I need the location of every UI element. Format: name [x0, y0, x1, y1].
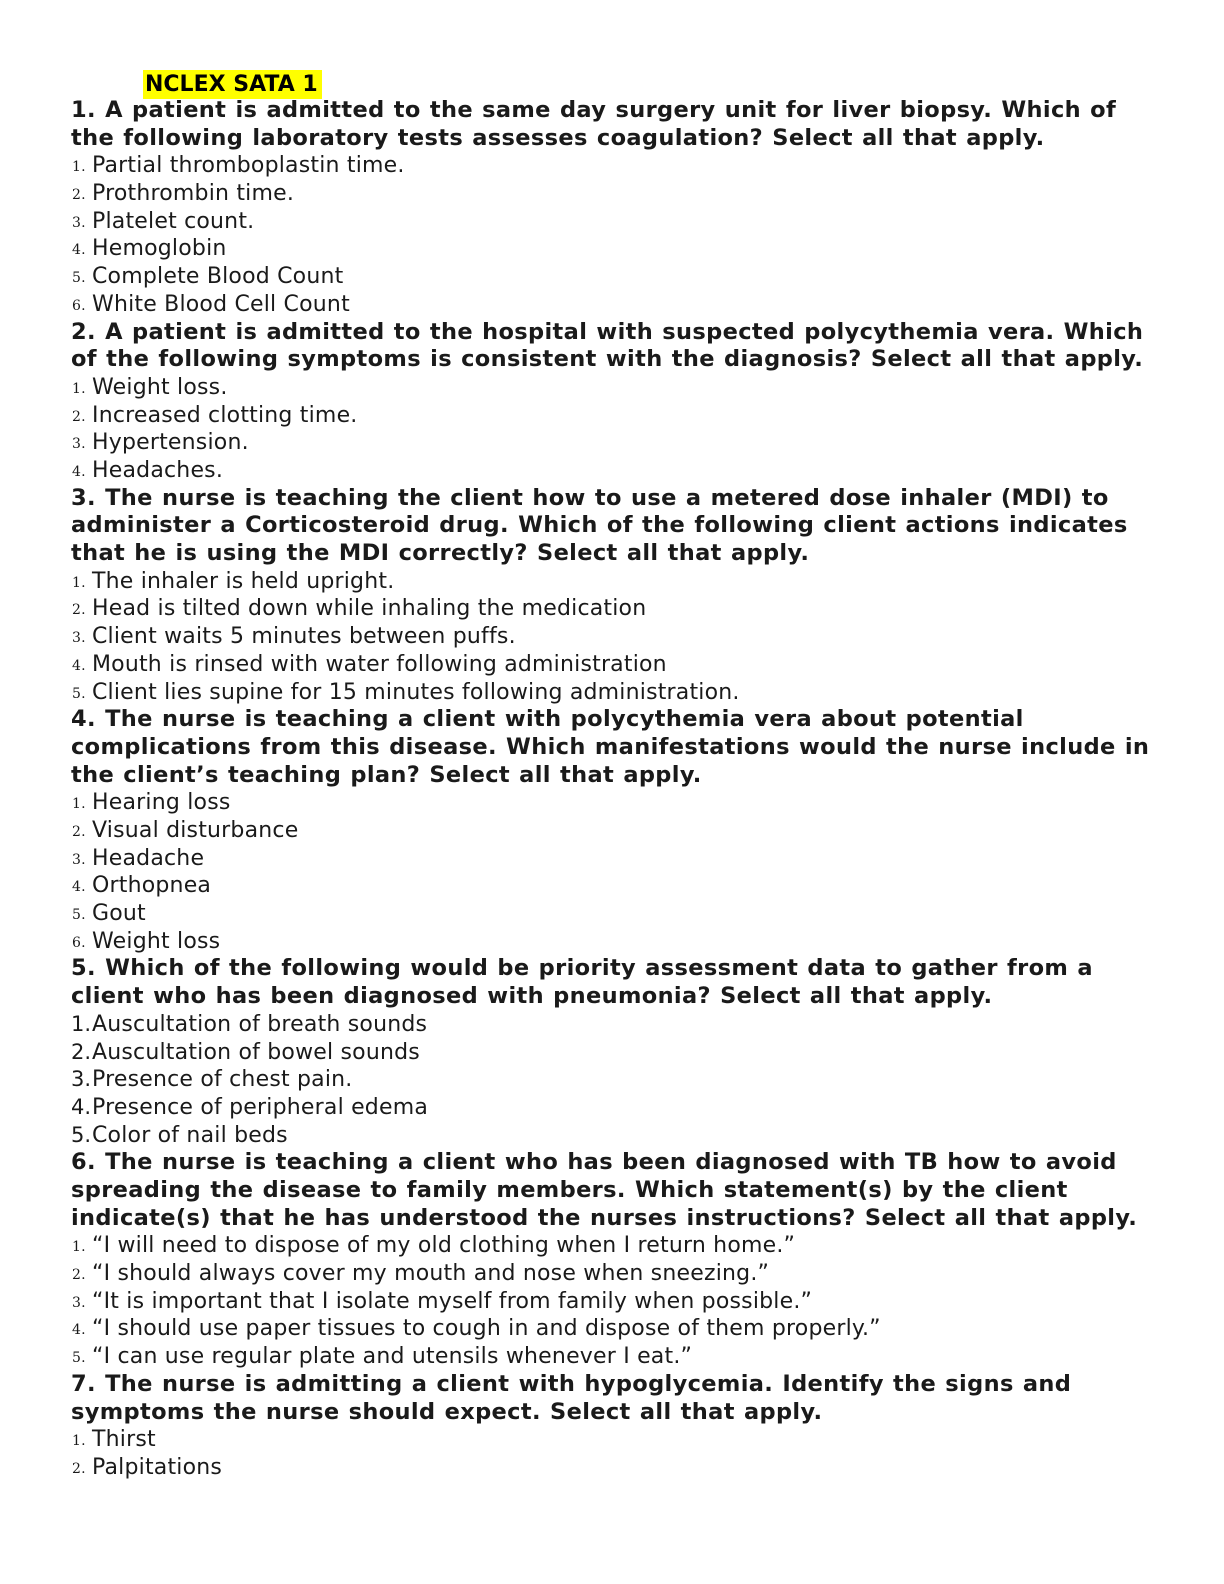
answer-option — [71, 789, 1151, 817]
option-number: 5. — [72, 907, 86, 924]
answer-option — [71, 1454, 1151, 1482]
answer-option — [71, 291, 1151, 319]
answer-option — [71, 180, 1151, 208]
answer-option — [71, 845, 1151, 873]
answer-option — [71, 872, 1151, 900]
answer-option — [71, 457, 1151, 485]
option-text: Hemoglobin — [92, 236, 227, 262]
option-number: 2. — [72, 1267, 86, 1284]
answer-option — [71, 623, 1151, 651]
answer-option — [71, 1260, 1151, 1288]
answer-option — [71, 1094, 1151, 1122]
answer-option — [71, 1288, 1151, 1316]
option-number: 1. — [72, 159, 86, 176]
option-text: “I should use paper tissues to cough in and dispose of them properly.” — [92, 1316, 881, 1342]
option-text: Hypertension. — [92, 430, 249, 456]
answer-option — [71, 1426, 1151, 1454]
question-list — [71, 97, 1151, 1482]
option-text: Presence of chest pain. — [92, 1067, 353, 1093]
question-4 — [71, 706, 1151, 955]
question-stem: 5. Which of the following would be priority assessment data to gather from a client who has been diagnosed with pneumonia? Select all that apply. — [71, 955, 1093, 1010]
answer-option — [71, 1122, 1151, 1150]
option-number: 5. — [72, 1350, 86, 1367]
option-number: 4. — [72, 464, 86, 480]
option-number: 2. — [72, 187, 86, 204]
option-number: 5. — [72, 685, 86, 702]
option-text: Head is tilted down while inhaling the medication — [92, 596, 647, 622]
question-7 — [71, 1371, 1151, 1482]
answer-option — [71, 1232, 1151, 1260]
answer-option — [71, 429, 1151, 457]
option-number: 4. — [72, 1322, 86, 1339]
answer-option — [71, 374, 1151, 402]
option-text: Thirst — [92, 1427, 156, 1453]
question-2 — [71, 319, 1151, 485]
answer-option — [71, 1315, 1151, 1343]
question-stem: 3. The nurse is teaching the client how to use a metered dose inhaler (MDI) to administer a Corticosteroid drug. Which of the following client actions indicates that he is using the MDI correctly? Select all that apply. — [71, 484, 1128, 567]
answer-option — [71, 1039, 1151, 1067]
option-number: 4. — [72, 657, 86, 674]
option-number: 1. — [72, 1433, 86, 1450]
option-text: Weight loss — [92, 928, 221, 954]
option-number: 3. — [71, 1067, 92, 1092]
answer-option — [71, 928, 1151, 956]
option-text: “I will need to dispose of my old clothing when I return home.” — [92, 1233, 796, 1259]
option-text: Gout — [92, 901, 146, 927]
answer-option — [71, 679, 1151, 707]
option-text: Client lies supine for 15 minutes following administration. — [92, 679, 740, 705]
answer-option — [71, 1066, 1151, 1094]
question-stem: 6. The nurse is teaching a client who has been diagnosed with TB how to avoid spreading the disease to family members. Which statement(s) by the client indicate(s) that he has understood the nurses instructions? Select all that apply. — [71, 1149, 1138, 1231]
question-6 — [71, 1149, 1151, 1371]
option-text: “I can use regular plate and utensils whenever I eat.” — [92, 1344, 693, 1370]
option-text: “It is important that I isolate myself from family when possible.” — [92, 1288, 813, 1314]
option-text: Partial thromboplastin time. — [92, 153, 405, 179]
answer-option — [71, 595, 1151, 623]
answer-option — [71, 900, 1151, 928]
option-text: Auscultation of breath sounds — [92, 1011, 428, 1037]
document-title: NCLEX SATA 1 — [143, 70, 322, 99]
question-1 — [71, 97, 1151, 319]
option-text: Headache — [92, 845, 205, 871]
answer-option — [71, 263, 1151, 291]
option-number: 4. — [71, 1094, 92, 1119]
answer-option — [71, 208, 1151, 236]
option-number: 2. — [72, 1460, 86, 1477]
option-number: 2. — [72, 408, 86, 425]
option-number: 6. — [72, 297, 86, 314]
option-number: 3. — [72, 436, 86, 453]
option-text: Increased clotting time. — [92, 402, 358, 428]
option-number: 5. — [72, 270, 86, 287]
option-text: Presence of peripheral edema — [92, 1094, 429, 1120]
answer-option — [71, 1343, 1151, 1371]
option-text: The inhaler is held upright. — [92, 568, 395, 594]
option-number: 1. — [72, 574, 86, 591]
option-text: Platelet count. — [92, 208, 255, 234]
option-text: Visual disturbance — [92, 818, 299, 844]
option-text: Auscultation of bowel sounds — [92, 1039, 420, 1065]
option-text: Weight loss. — [92, 374, 228, 400]
option-number: 1. — [72, 380, 86, 397]
option-number: 1. — [72, 1239, 86, 1256]
answer-option — [71, 402, 1151, 430]
option-number: 5. — [71, 1122, 92, 1147]
answer-option — [71, 235, 1151, 263]
option-number: 3. — [72, 630, 86, 647]
option-number: 3. — [72, 1294, 86, 1311]
answer-option — [71, 152, 1151, 180]
option-number: 4. — [72, 242, 86, 259]
option-number: 2. — [72, 824, 86, 841]
answer-option — [71, 817, 1151, 845]
question-stem: 7. The nurse is admitting a client with hypoglycemia. Identify the signs and symptoms the nurse should expect. Select all that apply. — [71, 1370, 1072, 1425]
option-text: Headaches. — [92, 458, 224, 483]
option-text: Palpitations — [92, 1454, 223, 1480]
option-number: 3. — [72, 851, 86, 868]
option-number: 2. — [72, 602, 86, 619]
option-number: 1. — [72, 796, 86, 813]
option-text: Color of nail beds — [92, 1122, 288, 1148]
option-text: Client waits 5 minutes between puffs. — [92, 624, 516, 650]
option-number: 1. — [71, 1011, 92, 1036]
question-stem: 2. A patient is admitted to the hospital with suspected polycythemia vera. Which of the following symptoms is consistent with the diagnosis? Select all that apply. — [71, 318, 1144, 373]
option-number: 4. — [72, 879, 86, 896]
option-text: White Blood Cell Count — [92, 291, 350, 317]
answer-option — [71, 1011, 1151, 1039]
option-text: “I should always cover my mouth and nose when sneezing.” — [92, 1261, 770, 1287]
question-5 — [71, 955, 1151, 1149]
option-text: Orthopnea — [92, 873, 212, 899]
option-number: 6. — [72, 934, 86, 951]
option-number: 3. — [72, 214, 86, 231]
question-stem: 4. The nurse is teaching a client with polycythemia vera about potential complications from this disease. Which manifestations would the nurse include in the client’s teaching plan? Select all that apply. — [71, 706, 1150, 788]
answer-option — [71, 651, 1151, 679]
option-text: Hearing loss — [92, 790, 231, 816]
option-text: Complete Blood Count — [92, 264, 344, 290]
question-stem: 1. A patient is admitted to the same day surgery unit for liver biopsy. Which of the following laboratory tests assesses coagulation? Select all that apply. — [71, 97, 1117, 151]
question-3 — [71, 485, 1151, 707]
option-text: Prothrombin time. — [92, 181, 295, 207]
answer-option — [71, 568, 1151, 596]
option-number: 2. — [71, 1039, 92, 1064]
option-text: Mouth is rinsed with water following administration — [92, 651, 667, 677]
